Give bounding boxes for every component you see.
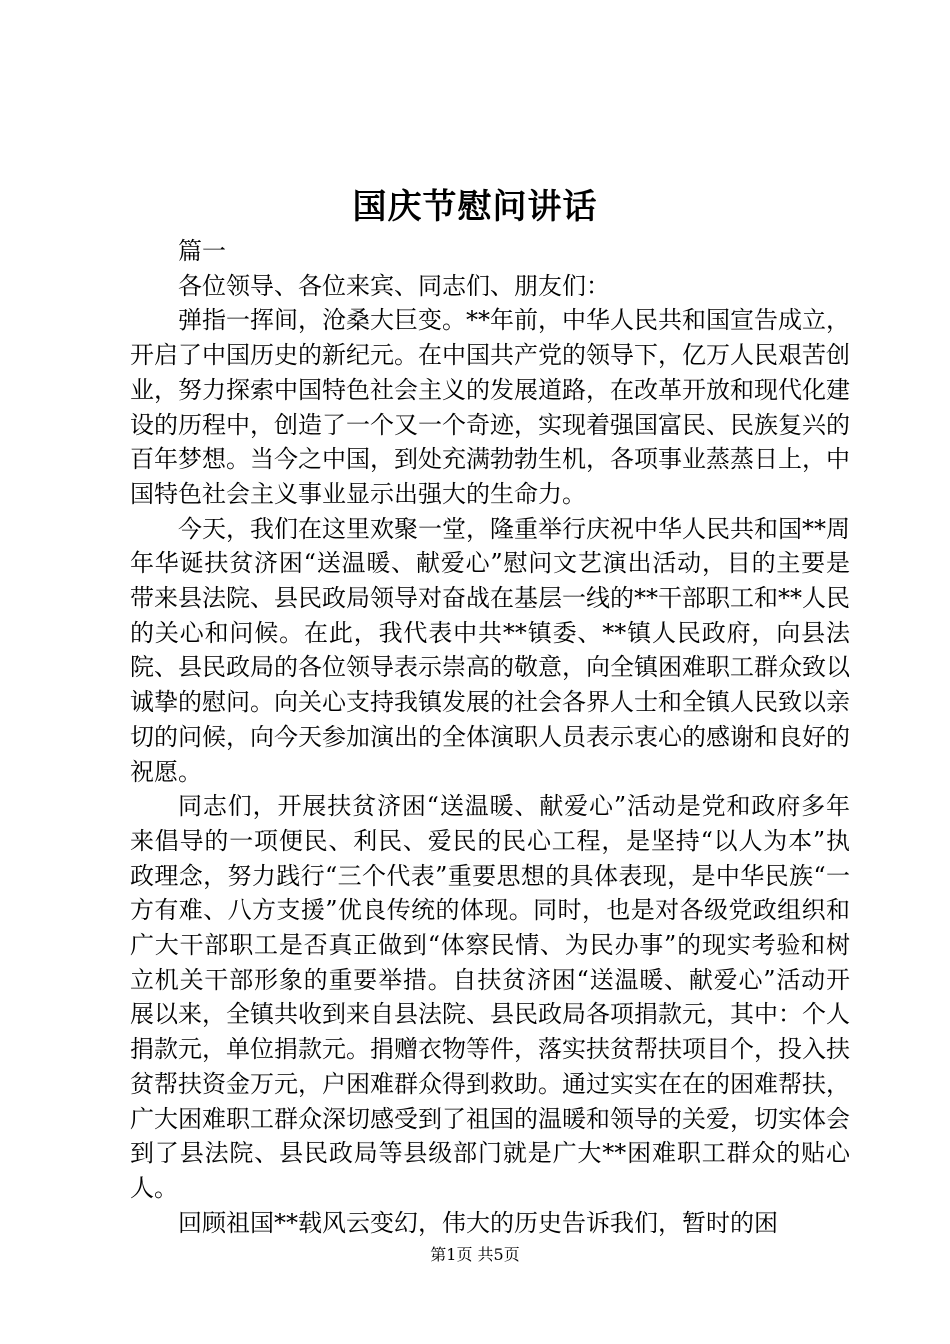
document-body [130,234,850,1240]
body-paragraph: 今天，我们在这里欢聚一堂，隆重举行庆祝中华人民共和国**周年华诞扶贫济困“送温暖、献爱心”慰问文艺演出活动，目的主要是带来县法院、县民政局领导对奋战在基层一线的**干部职工和**人民的关心和问候。在此，我代表中共**镇委、**镇人民政府，向县法院、县民政局的各位领导表示崇高的敬意，向全镇困难职工群众致以诚挚的慰问。向关心支持我镇发展的社会各界人士和全镇人民致以亲切的问候，向今天参加演出的全体演职人员表示衷心的感谢和良好的祝愿。 [130,514,850,786]
salutation: 各位领导、各位来宾、同志们、朋友们： [178,271,610,300]
page-number-footer: 第1页 共5页 [430,1245,520,1264]
document-title: 国庆节慰问讲话 [352,187,598,227]
body-paragraph: 弹指一挥间，沧桑大巨变。**年前，中华人民共和国宣告成立，开启了中国历史的新纪元。在中国共产党的领导下，亿万人民艰苦创业，努力探索中国特色社会主义的发展道路，在改革开放和现代化建设的历程中，创造了一个又一个奇迹，实现着强国富民、民族复兴的百年梦想。当今之中国，到处充满勃勃生机，各项事业蒸蒸日上，中国特色社会主义事业显示出强大的生命力。 [130,306,850,508]
body-paragraph: 同志们，开展扶贫济困“送温暖、献爱心”活动是党和政府多年来倡导的一项便民、利民、爱民的民心工程，是坚持“以人为本”执政理念，努力践行“三个代表”重要思想的具体表现，是中华民族“一方有难、八方支援”优良传统的体现。同时，也是对各级党政组织和广大干部职工是否真正做到“体察民情、为民办事”的现实考验和树立机关干部形象的重要举措。自扶贫济困“送温暖、献爱心”活动开展以来，全镇共收到来自县法院、县民政局各项捐款元，其中：个人捐款元，单位捐款元。捐赠衣物等件，落实扶贫帮扶项目个，投入扶贫帮扶资金万元，户困难群众得到救助。通过实实在在的困难帮扶，广大困难职工群众深切感受到了祖国的温暖和领导的关爱，切实体会到了县法院、县民政局等县级部门就是广大**困难职工群众的贴心人。 [130,792,850,1202]
section-heading: 篇一 [178,237,226,265]
body-paragraph: 回顾祖国**载风云变幻，伟大的历史告诉我们，暂时的困 [178,1208,778,1237]
